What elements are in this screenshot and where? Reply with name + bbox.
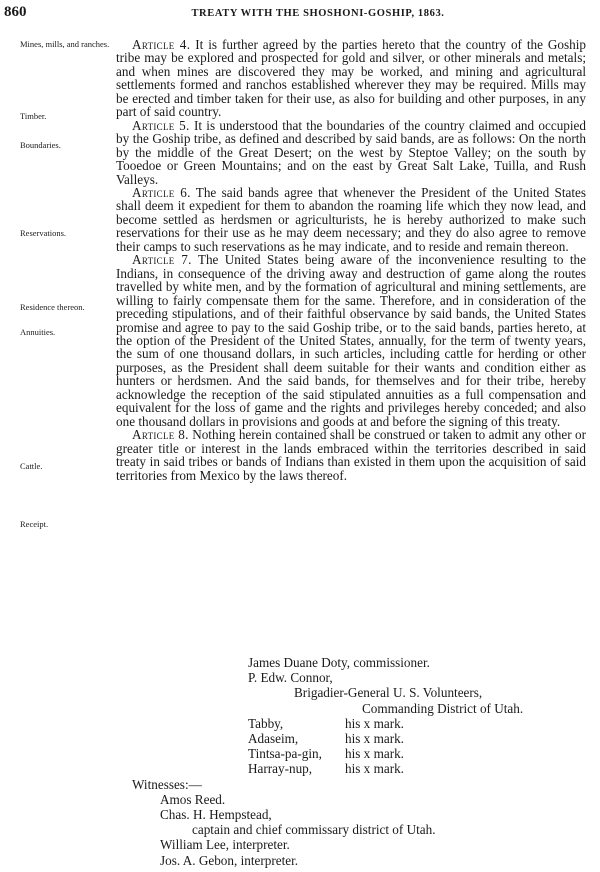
chief-signature — [116, 761, 586, 776]
article-label: Article 7. — [132, 252, 192, 268]
chief-signature — [116, 716, 586, 731]
signature-connor: P. Edw. Connor, — [248, 670, 333, 686]
article-label: Article 4. — [132, 37, 191, 52]
article-text: It is understood that the boundaries of the country claimed and occupied by the Goship tribe, as defined and described by said bands, are as follows: On the north by the middle of the Great Desert; on the west by Steptoe Valley; on the south by Tooedoe or Green Mountains; and on the east by Great Salt Lake, Tuilla, and Rush Valleys. — [116, 117, 586, 187]
chief-signature — [116, 731, 586, 746]
witness-name: Jos. A. Gebon, interpreter. — [160, 852, 299, 868]
margin-note-cattle: Cattle. — [20, 461, 43, 471]
article-8 — [116, 428, 586, 482]
article-text: Nothing herein contained shall be construed or taken to admit any other or greater title or interest in the lands embraced within the territories described in said treaty in said tribes or bands of Indians than existed in them upon the acquisition of said territories from Mexico by the laws thereof. — [116, 427, 586, 483]
page-header — [4, 4, 592, 26]
article-text: The said bands agree that whenever the President of the United States shall deem it expedient for them to abandon the roaming life which they now lead, and become settled as herdsmen or agriculturists, he is hereby authorized to make such reservations for their use as he may deem necessary; and they do also agree to remove their camps to such reservations as he may indicate, and to reside and remain thereon. — [116, 184, 586, 254]
article-5 — [116, 119, 586, 186]
chief-name: Tintsa-pa-gin, — [248, 746, 322, 762]
margin-note-boundaries: Boundaries. — [20, 140, 61, 150]
page-number: 860 — [4, 4, 27, 20]
article-7 — [116, 253, 586, 428]
treaty-body — [116, 38, 586, 482]
witness-name: Amos Reed. — [160, 791, 226, 807]
article-label: Article 5. — [132, 117, 190, 133]
signature-block — [116, 655, 586, 868]
chief-name: Tabby, — [248, 715, 284, 731]
article-4 — [116, 38, 586, 119]
witnesses-label: Witnesses:— — [132, 776, 202, 792]
margin-note-reservations: Reservations. — [20, 228, 67, 238]
witness-name: Chas. H. Hempstead, — [160, 807, 272, 823]
margin-note-timber: Timber. — [20, 111, 47, 121]
chief-mark: his x mark. — [345, 731, 404, 747]
witness-name: William Lee, interpreter. — [160, 837, 290, 853]
witness-title: captain and chief commissary district of Utah. — [192, 822, 436, 838]
signature-connor-rank: Brigadier-General U. S. Volunteers, — [294, 685, 483, 701]
signature-connor-command: Commanding District of Utah. — [362, 700, 524, 716]
signature-commissioner: James Duane Doty, commissioner. — [248, 655, 430, 670]
chief-name: Adaseim, — [248, 731, 299, 747]
chief-mark: his x mark. — [345, 761, 404, 777]
article-text: It is further agreed by the parties hereto that the country of the Goship tribe may be explored and prospected for gold and silver, or other minerals and metals; and when mines are discovered they may be worked, and mining and agricultural settlements formed and ranchos established wherever they may be required. Mills may be erected and timber taken for their use, as also for building and other purposes, in any part of said country. — [116, 37, 587, 120]
article-label: Article 6. — [132, 184, 191, 200]
running-title: TREATY WITH THE SHOSHONI-GOSHIP, 1863. — [191, 8, 445, 19]
article-label: Article 8. — [132, 427, 189, 443]
margin-note-residence: Residence thereon. — [20, 302, 85, 312]
margin-note-mines: Mines, mills, and ranches. — [20, 39, 110, 49]
chief-signature — [116, 746, 586, 761]
article-text: The United States being aware of the inconvenience resulting to the Indians, in consequence of the driving away and destruction of game along the routes travelled by white men, and by the formation of agricultural and mining settlements, are willing to fairly compensate them for the same. Therefore, and in consideration of the preceding stipulations, and of their faithful observance by said bands, the United States promise and agree to pay to the said Goship tribe, or to the said bands, parties hereto, at the option of the President of the United States, annually, for the term of twenty years, the sum of one thousand dollars, in such articles, including cattle for herding or other purposes, as the President shall deem suitable for their wants and condition either as hunters or herdsmen. And the said bands, for themselves and for their tribe, hereby acknowledge the reception of the said stipulated annuities as a full compensation and equivalent for the loss of game and the rights and privileges hereby conceded; and also one thousand dollars in provisions and goods at and before the signing of this treaty. — [116, 252, 587, 429]
article-6 — [116, 186, 586, 253]
margin-note-annuities: Annuities. — [20, 327, 56, 337]
chief-name: Harray-nup, — [248, 761, 313, 777]
chief-mark: his x mark. — [345, 715, 404, 731]
margin-note-receipt: Receipt. — [20, 519, 49, 529]
chief-mark: his x mark. — [345, 746, 404, 762]
